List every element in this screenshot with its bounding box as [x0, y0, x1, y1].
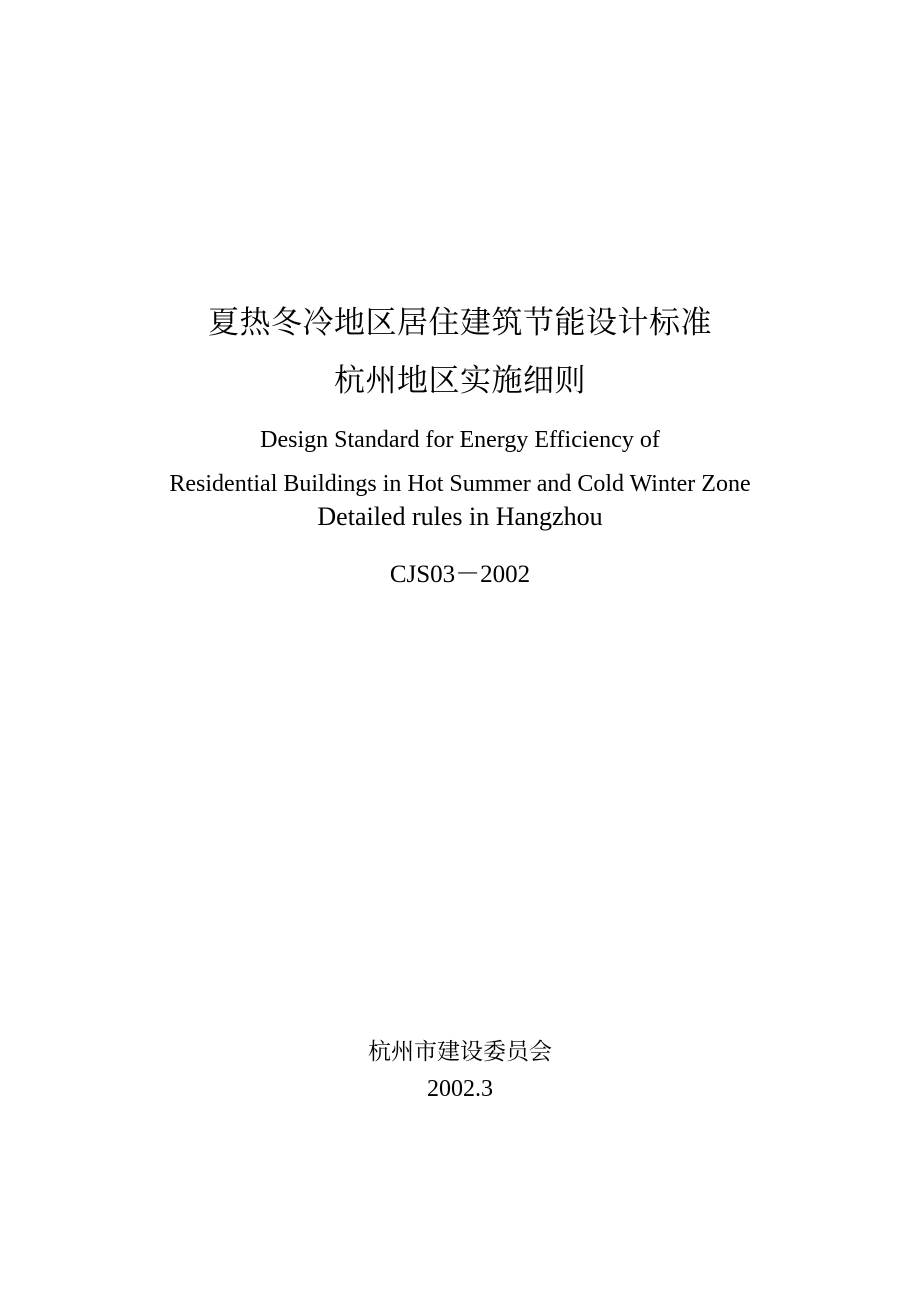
- standard-code: CJS03－2002: [389, 561, 531, 588]
- issuer: 杭州市建设委员会: [368, 1039, 552, 1065]
- issue-date: 2002.3: [427, 1076, 493, 1102]
- title-en-line3: Detailed rules in Hangzhou: [317, 502, 603, 531]
- title-en-line2: Residential Buildings in Hot Summer and Cold Winter Zone: [169, 471, 751, 497]
- title-en-line1: Design Standard for Energy Efficiency of: [260, 427, 660, 453]
- title-cn-line2: 杭州地区实施细则: [334, 363, 586, 399]
- title-cn-line1: 夏热冬冷地区居住建筑节能设计标准: [208, 305, 712, 341]
